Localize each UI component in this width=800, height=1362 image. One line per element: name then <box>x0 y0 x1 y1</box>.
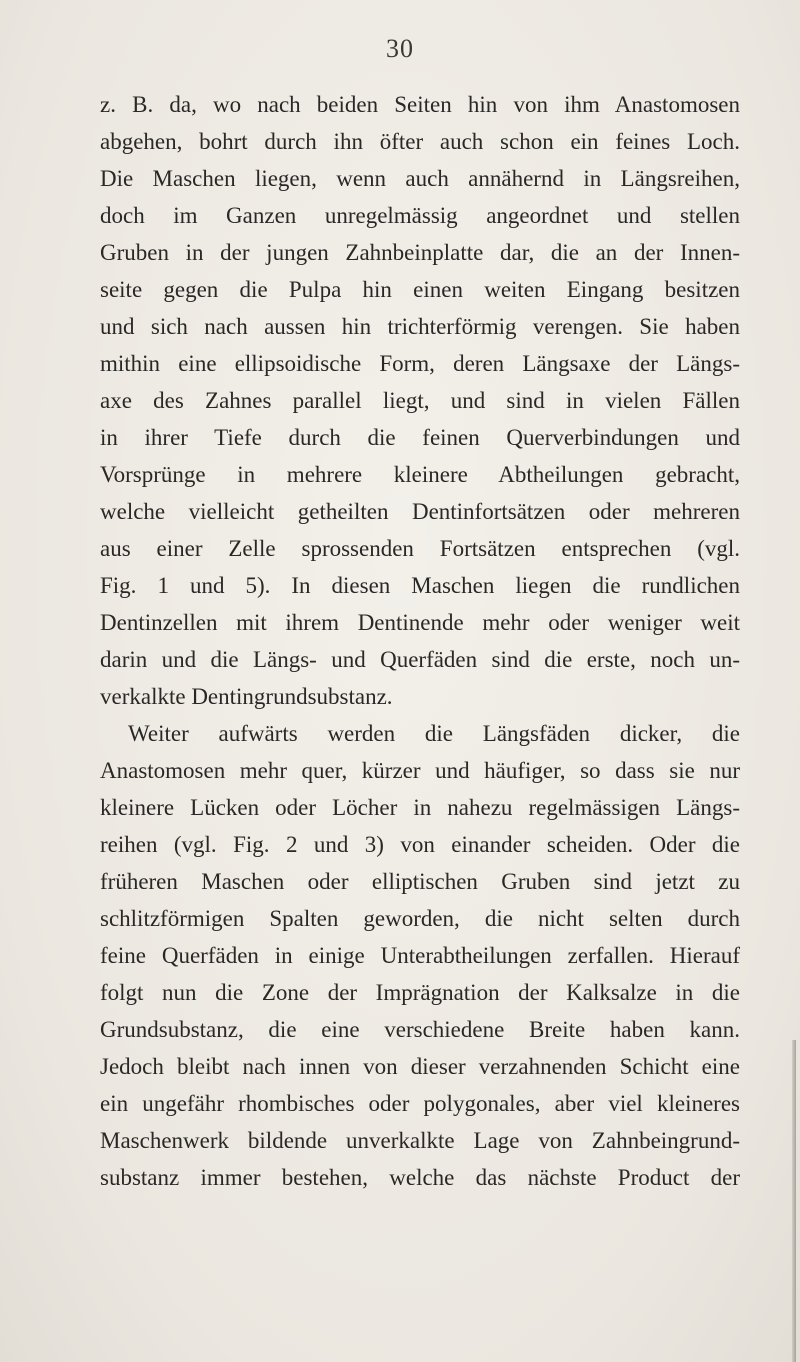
text-line: reihen (vgl. Fig. 2 und 3) von einander scheiden. Oder die <box>100 832 740 857</box>
text-line: axe des Zahnes parallel liegt, und sind in vielen Fällen <box>100 388 740 413</box>
text-line: Jedoch bleibt nach innen von dieser verzahnenden Schicht eine <box>100 1054 740 1079</box>
text-line: Fig. 1 und 5). In diesen Maschen liegen die rundlichen <box>100 573 740 598</box>
text-line: Anastomosen mehr quer, kürzer und häufiger, so dass sie nur <box>100 758 740 783</box>
text-line: in ihrer Tiefe durch die feinen Querverbindungen und <box>100 425 740 450</box>
text-body <box>100 86 740 1196</box>
text-line: verkalkte Dentingrundsubstanz. <box>100 684 393 709</box>
paragraph <box>100 715 740 1196</box>
text-line: seite gegen die Pulpa hin einen weiten Eingang besitzen <box>100 277 740 302</box>
text-line: und sich nach aussen hin trichterförmig verengen. Sie haben <box>100 314 740 339</box>
text-line: Die Maschen liegen, wenn auch annähernd in Längsreihen, <box>100 166 740 191</box>
paragraph <box>100 86 740 715</box>
text-line: Grundsubstanz, die eine verschiedene Breite haben kann. <box>100 1017 740 1042</box>
text-line: Vorsprünge in mehrere kleinere Abtheilungen gebracht, <box>100 462 740 487</box>
text-line: Maschenwerk bildende unverkalkte Lage von Zahnbeingrund- <box>100 1128 740 1153</box>
text-line: darin und die Längs- und Querfäden sind die erste, noch un- <box>100 647 740 672</box>
text-line: folgt nun die Zone der Imprägnation der Kalksalze in die <box>100 980 740 1005</box>
text-line: kleinere Lücken oder Löcher in nahezu regelmässigen Längs- <box>100 795 740 820</box>
text-line: früheren Maschen oder elliptischen Gruben sind jetzt zu <box>100 869 740 894</box>
text-line: doch im Ganzen unregelmässig angeordnet und stellen <box>100 203 740 228</box>
page-edge-shadow <box>792 1040 796 1362</box>
text-line: mithin eine ellipsoidische Form, deren Längsaxe der Längs- <box>100 351 740 376</box>
text-line: z. B. da, wo nach beiden Seiten hin von ihm Anastomosen <box>100 92 740 117</box>
text-line: abgehen, bohrt durch ihn öfter auch schon ein feines Loch. <box>100 129 740 154</box>
text-line: schlitzförmigen Spalten geworden, die nicht selten durch <box>100 906 740 931</box>
text-line: Gruben in der jungen Zahnbeinplatte dar, die an der Innen- <box>100 240 740 265</box>
text-line: Weiter aufwärts werden die Längsfäden dicker, die <box>128 721 740 746</box>
text-line: substanz immer bestehen, welche das nächste Product der <box>100 1165 740 1190</box>
text-line: feine Querfäden in einige Unterabtheilungen zerfallen. Hierauf <box>100 943 740 968</box>
page-number: 30 <box>386 34 414 63</box>
text-line: welche vielleicht getheilten Dentinfortsätzen oder mehreren <box>100 499 740 524</box>
text-line: ein ungefähr rhombisches oder polygonales, aber viel kleineres <box>100 1091 740 1116</box>
text-line: Dentinzellen mit ihrem Dentinende mehr oder weniger weit <box>100 610 740 635</box>
text-line: aus einer Zelle sprossenden Fortsätzen entsprechen (vgl. <box>100 536 740 561</box>
